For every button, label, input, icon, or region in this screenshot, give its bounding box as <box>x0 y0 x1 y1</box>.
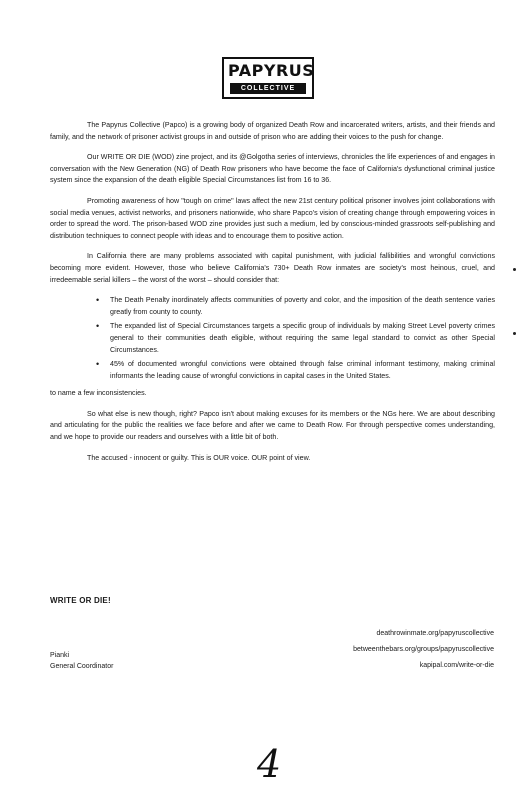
closing-paragraph: So what else is new though, right? Papco isn't about making excuses for its members or the NGs here. We are about describing and articulating for the public the realities we face before and after we came to Death Row. For through perspective comes understanding, and we hope to provide our readers and ourselves with a little bit of both. <box>50 409 495 442</box>
intro-paragraph: The Papyrus Collective (Papco) is a growing body of organized Death Row and incarcerated writers, artists, and their friends and family, and the network of prisoner activist groups in and outside of prison who are adding their voices to the push for change. <box>50 121 495 141</box>
voice-paragraph: The accused - innocent or guilty. This is OUR voice. OUR point of view. <box>87 453 311 462</box>
california-paragraph: In California there are many problems associated with capital punishment, with judicial fallibilities and wrongful convictions becoming more evident. However, those who believe California's 730+ Death Row inmates are society's most heinous, cruel, and irredeemable serial killers – the worst of the worst – should consider that: <box>50 252 495 284</box>
awareness-paragraph: Promoting awareness of how "tough on crime" laws affect the new 21st century political prisoner involves joint collaborations with social media venues, activist networks, and prisoners nationwide, who share Papco's vision of creating change through empowering voices in order to spread the word. The prison-based WOD zine provides just such a medium, led by conscious-minded grassroots self-publishing and distribution techniques to connect people with ideas and to encourage them to positive action. <box>50 196 495 240</box>
speck-mark <box>513 268 516 271</box>
papyrus-collective-logo <box>222 57 314 99</box>
link-deathrowinmate[interactable]: deathrowinmate.org/papyruscollective <box>376 630 494 637</box>
logo-top-text: PAPYRUS <box>228 61 315 80</box>
bullet-icon: • <box>96 321 100 332</box>
signoff-text: WRITE OR DIE! <box>50 596 111 605</box>
page-number: 4 <box>257 742 282 786</box>
bullet-icon: • <box>96 295 100 306</box>
link-kapipal[interactable]: kapipal.com/write-or-die <box>419 662 494 669</box>
bullet-icon: • <box>96 359 100 370</box>
wod-paragraph: Our WRITE OR DIE (WOD) zine project, and its @Golgotha series of interviews, chronicles the life experiences of and engages in conversation with the New Generation (NG) of Death Row prisoners who have become the face of California's dysfunctional criminal justice system since the expansion of the death eligible Special Circumstances list from 16 to 36. <box>50 153 495 185</box>
inconsistency-list <box>50 295 495 382</box>
link-betweenthebars[interactable]: betweenthebars.org/groups/papyruscollective <box>353 646 494 653</box>
signature-name: Pianki <box>50 652 70 659</box>
list-item <box>96 295 495 318</box>
signature-block <box>50 650 113 672</box>
list-item <box>96 359 495 382</box>
list-item-text: The Death Penalty inordinately affects communities of poverty and color, and the imposition of the death sentence varies greatly from county to county. <box>110 296 495 316</box>
list-item <box>96 321 495 356</box>
list-item-text: The expanded list of Special Circumstances targets a specific group of individuals by making Street Level poverty crimes general to their communities death eligible, without requiring the same legal standard to convict as other Special Circumstances. <box>110 322 495 354</box>
after-list-text: to name a few inconsistencies. <box>50 389 147 398</box>
article-body <box>50 120 495 473</box>
signature-title: General Coordinator <box>50 663 114 670</box>
list-item-text: 45% of documented wrongful convictions were obtained through false criminal informant testimony, making criminal informants the leading cause of wrongful convictions in capital cases in the United States. <box>110 360 495 380</box>
speck-mark <box>513 332 516 335</box>
links-block <box>353 626 494 674</box>
logo-bottom-text: COLLECTIVE <box>230 83 306 94</box>
